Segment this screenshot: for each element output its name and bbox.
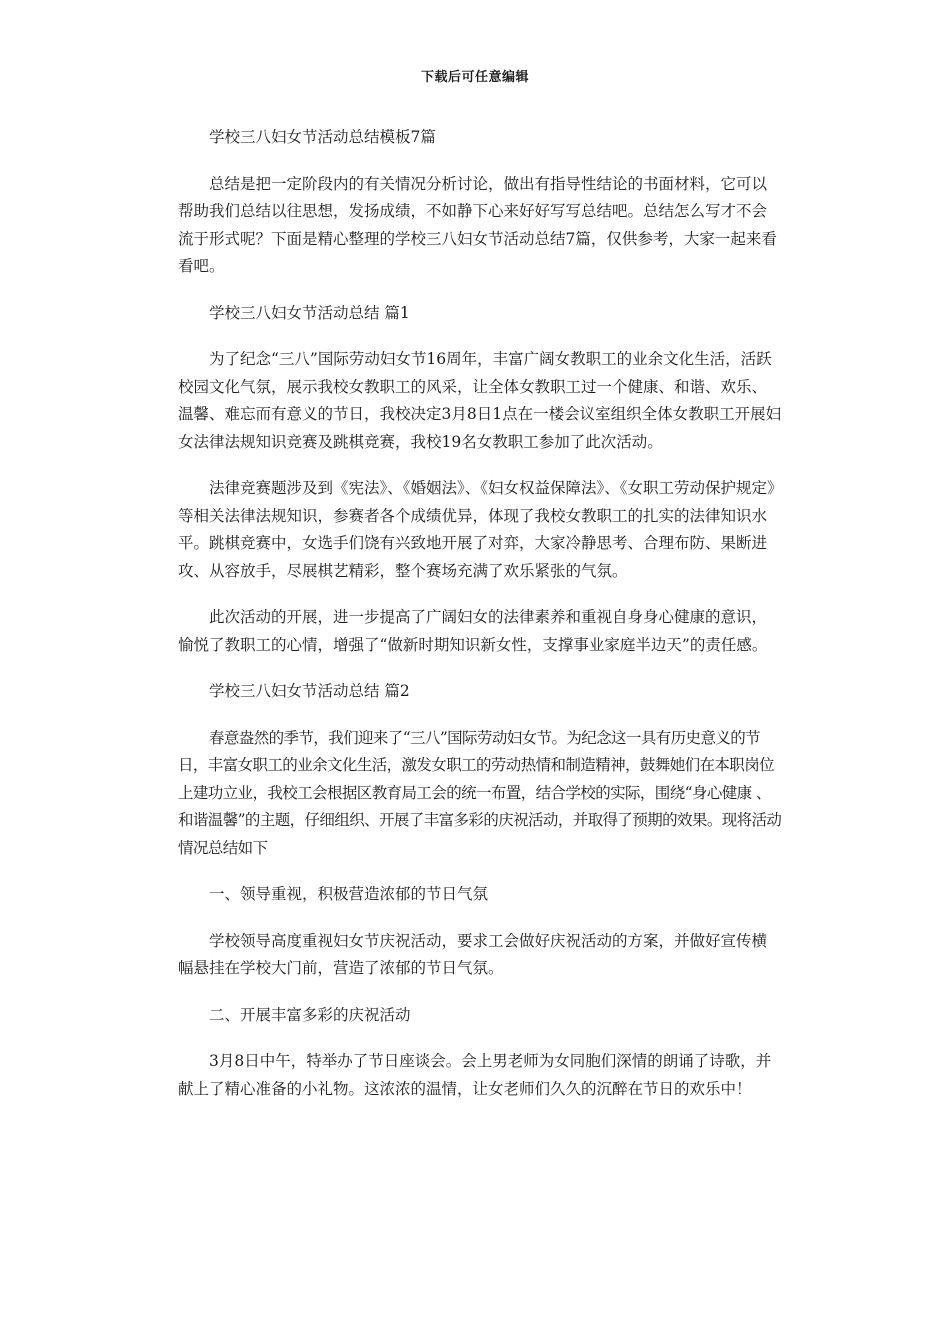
intro-paragraph: 总结是把一定阶段内的有关情况分析讨论，做出有指导性结论的书面材料，它可以帮助我们总结以往思想，发扬成绩，不如静下心来好好写写总结吧。总结怎么写才不会流于形式呢？下面是精心整理的学校三八妇女节活动总结7篇，仅供参考，大家一起来看看吧。	[178, 174, 777, 275]
header-note: 下载后可任意编辑	[420, 70, 529, 85]
section-1-paragraph-3: 此次活动的开展，进一步提高了广阔妇女的法律素养和重视自身身心健康的意识，愉悦了教职工的心情，增强了“做新时期知识新女性，支撑事业家庭半边天”的责任感。	[178, 608, 768, 654]
section-1-paragraph-1: 为了纪念“三八”国际劳动妇女节16周年，丰富广阔女教职工的业余文化生活，活跃校园文化气氛，展示我校女教职工的风采，让全体女教职工过一个健康、和谐、欢乐、温馨、难忘而有意义的节日，我校决定3月8日1点在一楼会议室组织全体女教职工开展妇女法律法规知识竞赛及跳棋竞赛，我校19名女教职工参加了此次活动。	[178, 350, 782, 451]
section-2-paragraph-1: 春意盎然的季节，我们迎来了“三八”国际劳动妇女节。为纪念这一具有历史意义的节日，丰富女职工的业余文化生活，激发女职工的劳动热情和制造精神，鼓舞她们在本职岗位上建功立业，我校工会根据区教育局工会的统一布置，结合学校的实际，围绕“身心健康 、和谐温馨”的主题，仔细组织、开展了丰富多彩的庆祝活动，并取得了预期的效果。现将活动情况总结如下	[178, 728, 782, 857]
section-2-paragraph-2: 学校领导高度重视妇女节庆祝活动，要求工会做好庆祝活动的方案，并做好宣传横幅悬挂在学校大门前，营造了浓郁的节日气氛。	[178, 931, 768, 977]
section-2-subheading-2: 二、开展丰富多彩的庆祝活动	[209, 1005, 411, 1024]
section-2-subheading-1: 一、领导重视，积极营造浓郁的节日气氛	[209, 885, 489, 903]
document-body	[178, 124, 782, 1122]
section-2-paragraph-3: 3月8日中午，特举办了节日座谈会。会上男老师为女同胞们深情的朗诵了诗歌，并献上了精心准备的小礼物。这浓浓的温情，让女老师们久久的沉醉在节日的欢乐中！	[178, 1052, 772, 1098]
section-1-heading: 学校三八妇女节活动总结 篇1	[209, 303, 410, 322]
section-1-paragraph-2: 法律竞赛题涉及到《宪法》、《婚姻法》、《妇女权益保障法》、《女职工劳动保护规定》等相关法律法规知识，参赛者各个成绩优异，体现了我校女教职工的扎实的法律知识水平。跳棋竞赛中，女选手们饶有兴致地开展了对弈，大家冷静思考、合理布防、果断进攻、从容放手，尽展棋艺精彩，整个赛场充满了欢乐紧张的气氛。	[178, 479, 775, 580]
document-title: 学校三八妇女节活动总结模板7篇	[209, 128, 436, 146]
section-2-heading: 学校三八妇女节活动总结 篇2	[209, 682, 410, 700]
